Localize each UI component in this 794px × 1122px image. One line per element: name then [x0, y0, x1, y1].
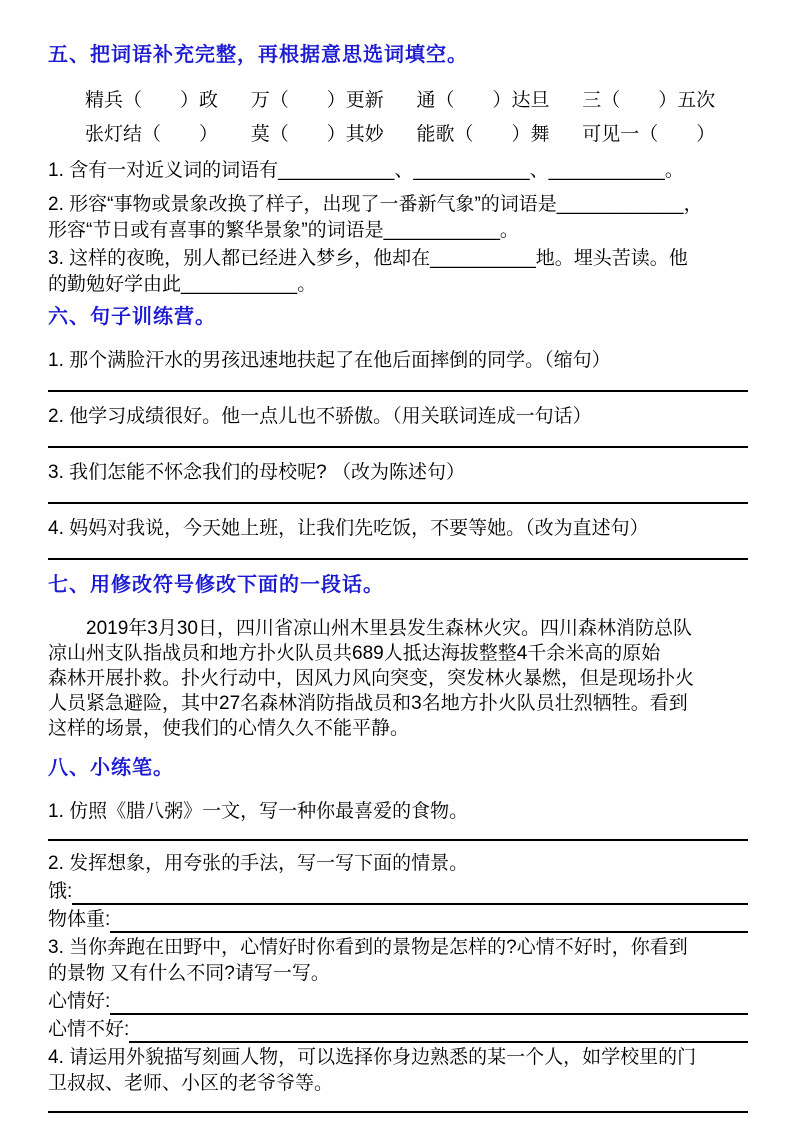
blank-row-hungry [48, 879, 748, 905]
question-5-2 [48, 192, 748, 244]
idiom-item: 能歌（ ）舞 [416, 124, 550, 145]
blank-row-good-mood [48, 989, 748, 1015]
idiom-item: 精兵（ ）政 [85, 90, 219, 111]
section-6 [48, 306, 748, 560]
question-5-3-line2: 的勤勉好学由此___________。 [48, 274, 317, 295]
question-8-4-line2: 卫叔叔、老师、小区的老爷爷等。 [48, 1073, 334, 1094]
answer-line [48, 558, 748, 560]
revision-paragraph [48, 616, 748, 741]
question-5-3-line1: 3. 这样的夜晚，别人都已经进入梦乡，他却在__________地。埋头苦读。他 [48, 248, 688, 269]
question-6-3: 3. 我们怎能不怀念我们的母校呢? （改为陈述句） [48, 462, 465, 483]
blank-row-bad-mood [48, 1017, 748, 1043]
label-bad-mood: 心情不好: [48, 1019, 130, 1040]
section-8 [48, 757, 748, 1113]
answer-line [110, 991, 748, 1015]
label-good-mood: 心情好: [48, 991, 111, 1012]
question-6-4: 4. 妈妈对我说，今天她上班，让我们先吃饭，不要等她。（改为直述句） [48, 518, 649, 539]
question-6-1: 1. 那个满脸汗水的男孩迅速地扶起了在他后面摔倒的同学。（缩句） [48, 350, 611, 371]
paragraph-line: 森林开展扑救。扑火行动中，因风力风向突变，突发林火暴燃，但是现场扑火 [48, 668, 695, 689]
idiom-item: 莫（ ）其妙 [250, 124, 384, 145]
label-heavy: 物体重: [48, 909, 111, 930]
paragraph-line: 2019年3月30日，四川省凉山州木里县发生森林火灾。四川森林消防总队 [86, 618, 692, 639]
section-5-title: 五、把词语补充完整，再根据意思选词填空。 [48, 44, 468, 66]
answer-line [129, 1019, 748, 1043]
question-6-2: 2. 他学习成绩很好。他一点儿也不骄傲。（用关联词连成一句话） [48, 406, 592, 427]
idiom-item: 三（ ）五次 [582, 90, 716, 111]
idiom-item: 张灯结（ ） [85, 124, 219, 145]
section-8-title: 八、小练笔。 [48, 757, 174, 779]
idiom-item: 万（ ）更新 [250, 90, 384, 111]
answer-line [48, 839, 748, 841]
answer-line [48, 446, 748, 448]
answer-line [48, 390, 748, 392]
section-6-title: 六、句子训练营。 [48, 306, 216, 328]
question-5-1: 1. 含有一对近义词的词语有___________、___________、___________。 [48, 160, 684, 181]
question-8-1: 1. 仿照《腊八粥》一文，写一种你最喜爱的食物。 [48, 801, 469, 822]
section-7-title: 七、用修改符号修改下面的一段话。 [48, 574, 384, 596]
section-5 [48, 44, 748, 298]
question-8-3-line1: 3. 当你奔跑在田野中，心情好时你看到的景物是怎样的?心情不好时，你看到 [48, 937, 688, 958]
label-hungry: 饿: [48, 881, 73, 902]
question-5-3 [48, 246, 748, 298]
answer-line [48, 1111, 748, 1113]
paragraph-line: 这样的场景，使我们的心情久久不能平静。 [48, 718, 410, 739]
question-5-2-line2: 形容“节日或有喜事的繁华景象”的词语是___________。 [48, 220, 519, 241]
answer-line [48, 502, 748, 504]
question-8-3 [48, 935, 748, 987]
paragraph-line: 凉山州支队指战员和地方扑火队员共689人抵达海拔整整4千余米高的原始 [48, 643, 661, 664]
question-8-4-line1: 4. 请运用外貌描写刻画人物，可以选择你身边熟悉的某一个人，如学校里的门 [48, 1047, 697, 1068]
answer-line [110, 909, 748, 933]
idiom-item: 可见一（ ） [582, 124, 716, 145]
question-8-2: 2. 发挥想象，用夸张的手法，写一写下面的情景。 [48, 853, 469, 874]
blank-row-heavy [48, 907, 748, 933]
paragraph-line: 人员紧急避险，其中27名森林消防指战员和3名地方扑火队员壮烈牺牲。看到 [48, 693, 688, 714]
answer-line [72, 881, 748, 905]
idiom-item: 通（ ）达旦 [416, 90, 550, 111]
question-8-3-line2: 的景物 又有什么不同?请写一写。 [48, 963, 330, 984]
question-5-2-line1: 2. 形容“事物或景象改换了样子，出现了一番新气象”的词语是____________， [48, 194, 703, 215]
section-7 [48, 574, 748, 741]
idiom-fill-grid [85, 86, 748, 150]
question-8-4 [48, 1045, 748, 1097]
